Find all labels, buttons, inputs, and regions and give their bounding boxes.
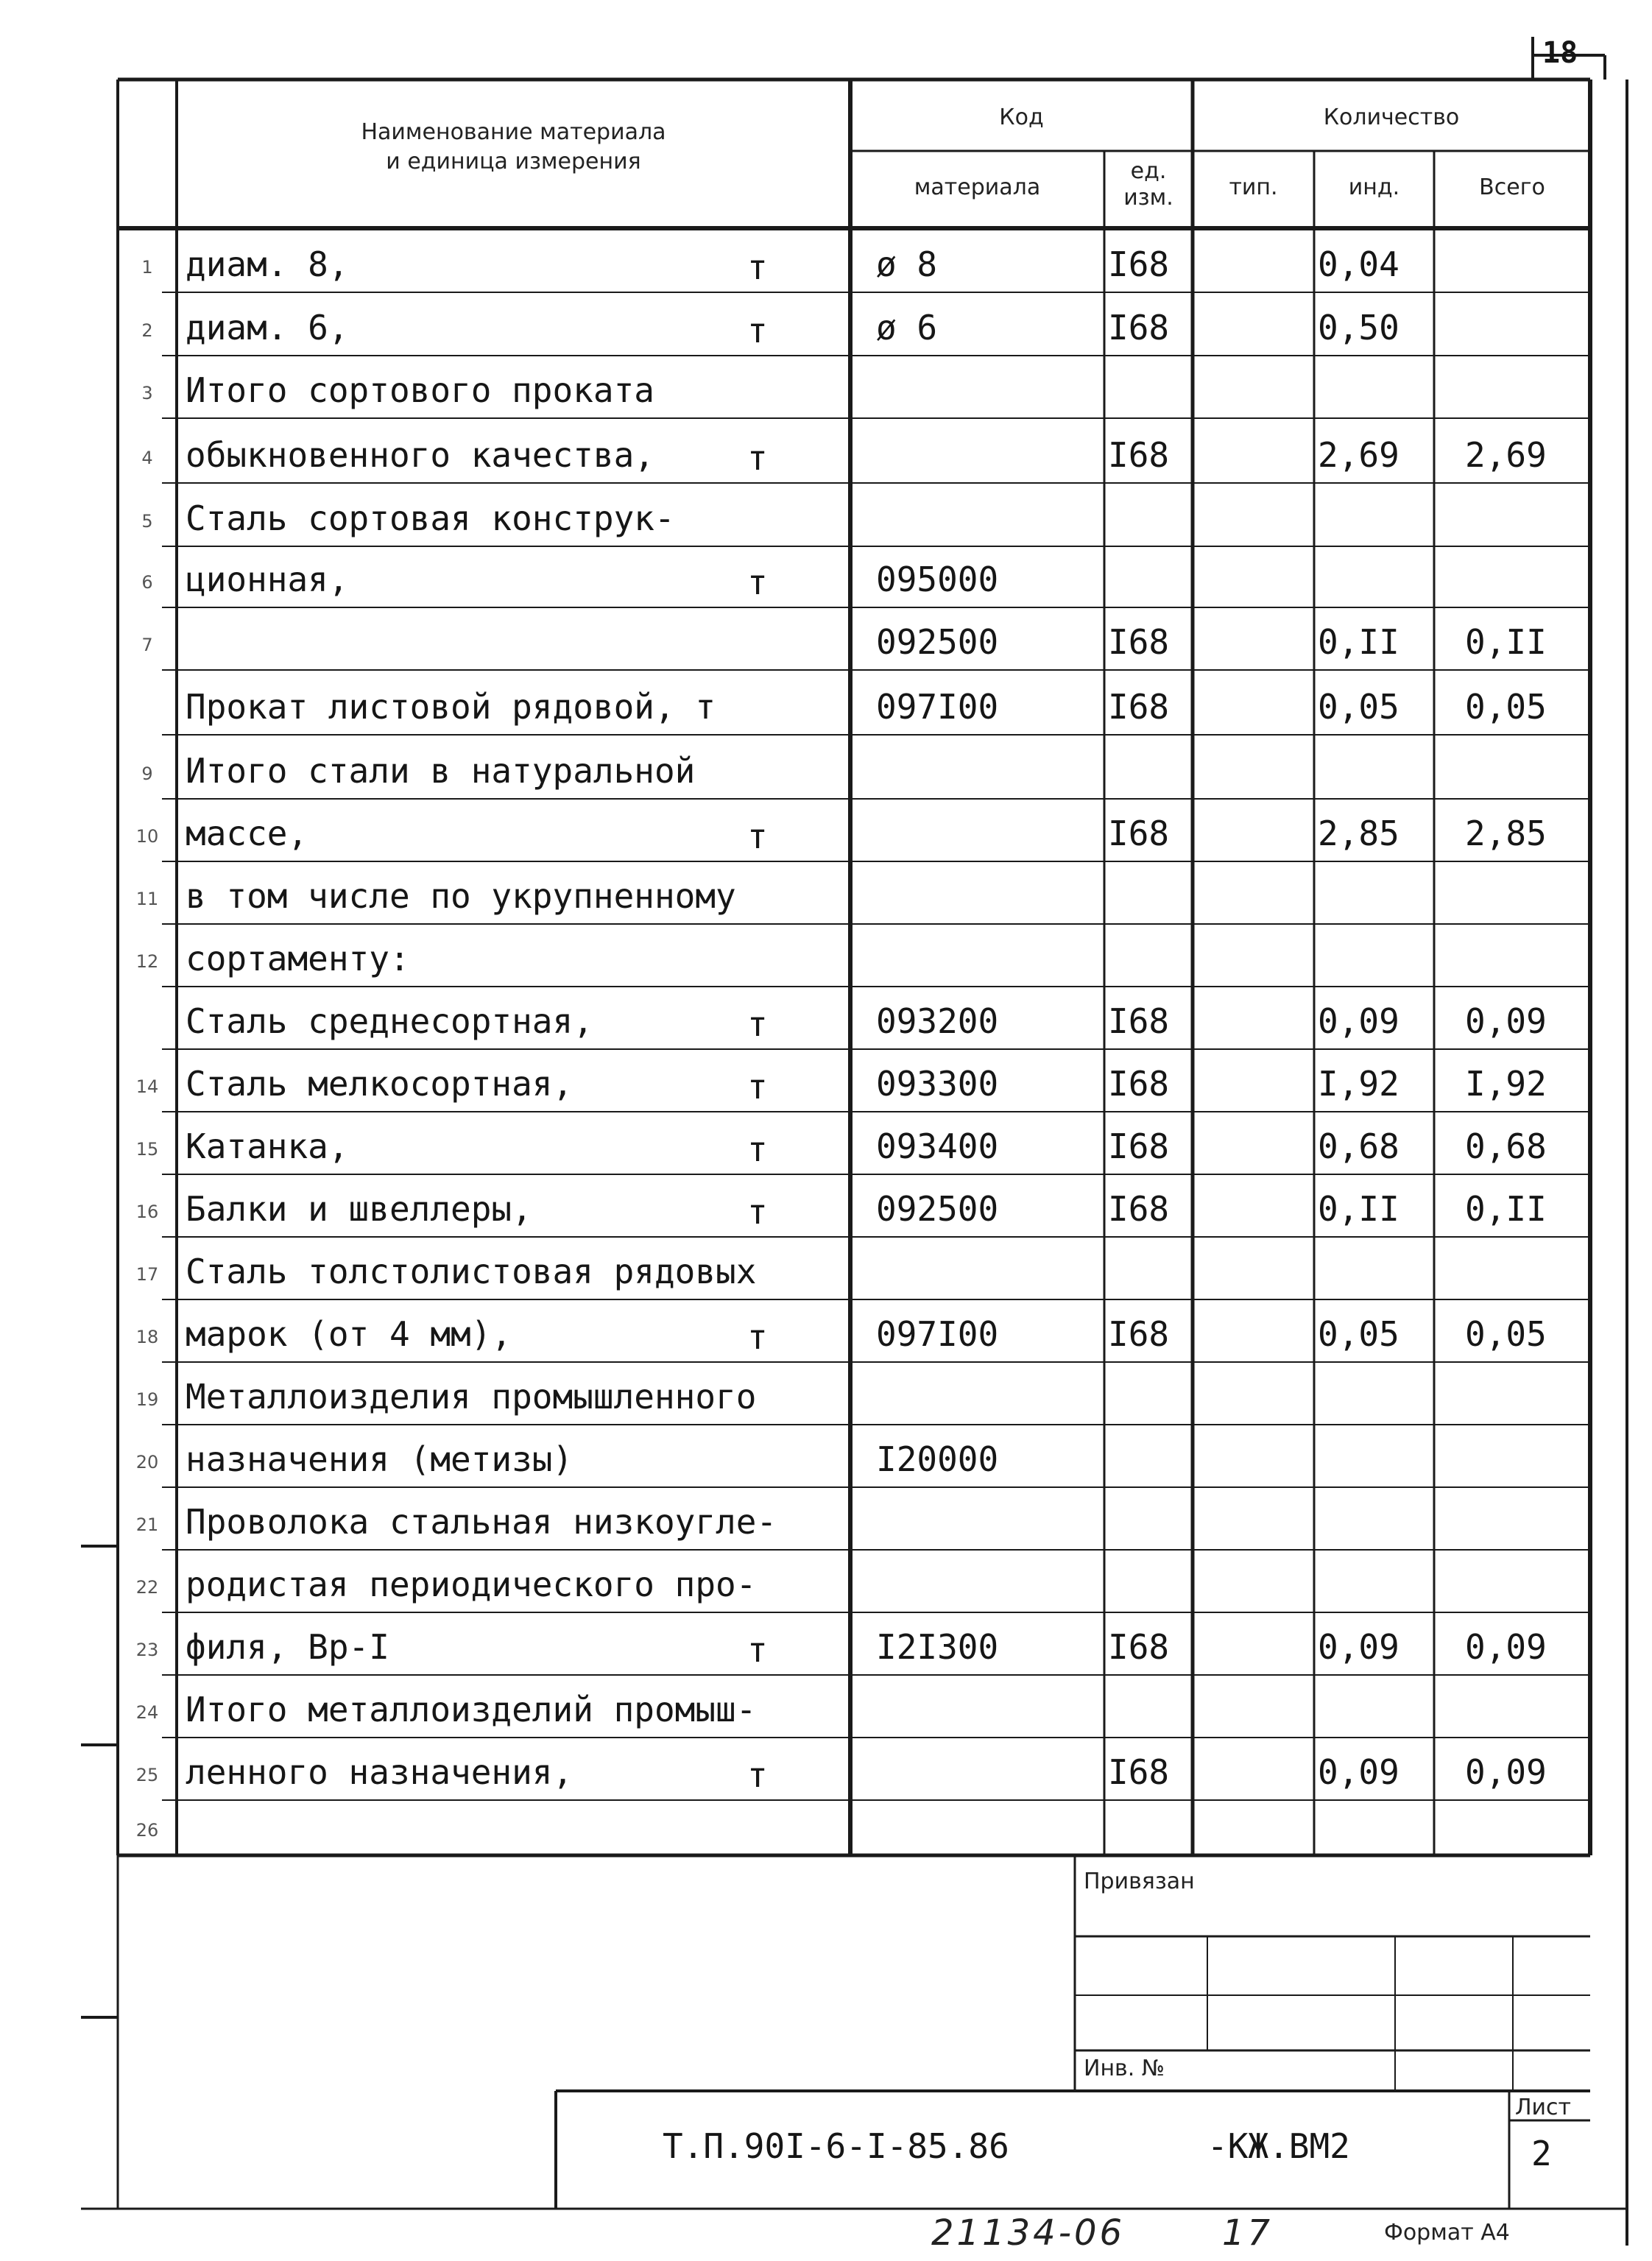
row-number: 16 [135, 1202, 159, 1222]
row-name: ленного назначения, [186, 1752, 573, 1792]
row-number: 25 [135, 1765, 159, 1785]
row-uom: I68 [1108, 1627, 1170, 1667]
handwritten-page: 17 [1222, 2212, 1274, 2254]
row-unit: т [747, 1317, 768, 1357]
row-unit: т [747, 1755, 768, 1795]
row-total: 0,09 [1465, 1001, 1547, 1041]
row-number: 4 [141, 448, 153, 468]
row-number: 17 [135, 1264, 159, 1285]
row-name: Итого сортового проката [186, 370, 654, 410]
row-ind: 0,09 [1318, 1627, 1399, 1667]
row-name: марок (от 4 мм), [186, 1314, 512, 1354]
header-code-material: материала [914, 174, 1041, 200]
row-total: 0,II [1465, 1189, 1547, 1229]
stamp-doc-code: Т.П.90I-6-I-85.86 [663, 2126, 1009, 2166]
row-unit: т [747, 247, 768, 287]
format-label: Формат А4 [1384, 2220, 1510, 2246]
row-ind: 0,50 [1318, 308, 1399, 348]
row-code: 097I00 [876, 1314, 999, 1354]
row-name: филя, Вр-I [186, 1627, 389, 1667]
row-number: 18 [135, 1327, 159, 1347]
row-total: 0,09 [1465, 1627, 1547, 1667]
row-code: I20000 [876, 1439, 999, 1479]
row-number: 26 [135, 1820, 159, 1841]
row-name: Прокат листовой рядовой, т [186, 687, 716, 727]
row-unit: т [747, 1630, 768, 1670]
row-ind: 0,04 [1318, 244, 1399, 284]
row-number: 19 [135, 1389, 159, 1410]
row-name: родистая периодического про- [186, 1565, 757, 1604]
row-number: 11 [135, 889, 159, 909]
row-total: I,92 [1465, 1064, 1547, 1104]
row-name: назначения (метизы) [186, 1439, 573, 1479]
row-name: диам. 6, [186, 308, 349, 348]
row-number: 7 [141, 635, 153, 655]
row-code: ø 8 [876, 244, 938, 284]
row-name: сортаменту: [186, 939, 410, 978]
stamp-linked: Привязан [1084, 1869, 1195, 1894]
row-ind: 0,09 [1318, 1752, 1399, 1792]
row-name: Сталь толстолистовая рядовых [186, 1252, 757, 1291]
row-uom: I68 [1108, 1064, 1170, 1104]
row-ind: 0,II [1318, 1189, 1399, 1229]
row-unit: т [747, 1067, 768, 1107]
header-qty-typ: тип. [1229, 174, 1278, 200]
row-name: Сталь среднесортная, [186, 1001, 593, 1041]
row-number: 22 [135, 1577, 159, 1598]
row-code: 093200 [876, 1001, 999, 1041]
row-code: 093300 [876, 1064, 999, 1104]
row-uom: I68 [1108, 435, 1170, 475]
row-name: Металлоизделия промышленного [186, 1377, 757, 1417]
row-ind: 0,68 [1318, 1126, 1399, 1166]
row-name: в том числе по укрупненному [186, 876, 736, 916]
row-ind: 0,05 [1318, 687, 1399, 727]
row-name: Итого стали в натуральной [186, 751, 696, 791]
row-unit: т [747, 1192, 768, 1232]
row-number: 15 [135, 1139, 159, 1160]
row-code: 095000 [876, 560, 999, 599]
row-total: 0,05 [1465, 687, 1547, 727]
row-uom: I68 [1108, 814, 1170, 853]
row-ind: 0,09 [1318, 1001, 1399, 1041]
row-number: 1 [141, 257, 153, 278]
row-total: 0,09 [1465, 1752, 1547, 1792]
row-code: ø 6 [876, 308, 938, 348]
row-uom: I68 [1108, 1189, 1170, 1229]
row-total: 2,69 [1465, 435, 1547, 475]
row-code: 092500 [876, 622, 999, 662]
stamp-inv: Инв. № [1084, 2056, 1165, 2081]
header-code-unit: ед. изм. [1123, 158, 1173, 211]
row-uom: I68 [1108, 622, 1170, 662]
row-name: массе, [186, 814, 308, 853]
row-uom: I68 [1108, 308, 1170, 348]
row-number: 2 [141, 320, 153, 341]
row-number: 21 [135, 1514, 159, 1535]
row-code: 092500 [876, 1189, 999, 1229]
row-ind: I,92 [1318, 1064, 1399, 1104]
row-number: 3 [141, 383, 153, 403]
row-total: 0,68 [1465, 1126, 1547, 1166]
row-code: 097I00 [876, 687, 999, 727]
row-name: Проволока стальная низкоугле- [186, 1502, 777, 1542]
row-ind: 2,85 [1318, 814, 1399, 853]
row-ind: 2,69 [1318, 435, 1399, 475]
row-ind: 0,II [1318, 622, 1399, 662]
row-number: 12 [135, 951, 159, 972]
row-uom: I68 [1108, 687, 1170, 727]
row-number: 14 [135, 1076, 159, 1097]
row-name: диам. 8, [186, 244, 349, 284]
row-number: 20 [135, 1452, 159, 1472]
header-code: Код [999, 105, 1044, 130]
row-name: Сталь сортовая конструк- [186, 498, 675, 538]
stamp-sheet-label: Лист [1515, 2095, 1572, 2120]
row-unit: т [747, 816, 768, 856]
row-unit: т [747, 311, 768, 350]
header-qty-ind: инд. [1348, 174, 1400, 200]
row-ind: 0,05 [1318, 1314, 1399, 1354]
row-name: обыкновенного качества, [186, 435, 654, 475]
handwritten-number: 21134-06 [931, 2212, 1126, 2254]
stamp-sheet-number: 2 [1531, 2134, 1552, 2173]
row-name: Сталь мелкосортная, [186, 1064, 573, 1104]
header-qty: Количество [1323, 105, 1460, 130]
row-uom: I68 [1108, 1126, 1170, 1166]
stamp-doc-suffix: -КЖ.ВМ2 [1207, 2126, 1350, 2166]
row-uom: I68 [1108, 1314, 1170, 1354]
row-total: 0,05 [1465, 1314, 1547, 1354]
row-code: 093400 [876, 1126, 999, 1166]
row-uom: I68 [1108, 1752, 1170, 1792]
row-total: 2,85 [1465, 814, 1547, 853]
row-name: Балки и швеллеры, [186, 1189, 532, 1229]
row-number: 24 [135, 1702, 159, 1723]
row-unit: т [747, 1129, 768, 1169]
row-unit: т [747, 1004, 768, 1044]
row-number: 6 [141, 572, 153, 593]
row-uom: I68 [1108, 1001, 1170, 1041]
row-number: 10 [135, 826, 159, 847]
row-number: 23 [135, 1640, 159, 1660]
row-number: 9 [141, 763, 153, 784]
row-name: ционная, [186, 560, 349, 599]
header-name: Наименование материала и единица измерения [361, 119, 666, 174]
row-uom: I68 [1108, 244, 1170, 284]
header-qty-total: Всего [1479, 174, 1545, 200]
row-unit: т [747, 562, 768, 602]
row-name: Итого металлоизделий промыш- [186, 1690, 757, 1729]
row-code: I2I300 [876, 1627, 999, 1667]
row-unit: т [747, 438, 768, 478]
row-number: 5 [141, 511, 153, 532]
page-number: 18 [1542, 36, 1578, 70]
row-name: Катанка, [186, 1126, 349, 1166]
row-total: 0,II [1465, 622, 1547, 662]
